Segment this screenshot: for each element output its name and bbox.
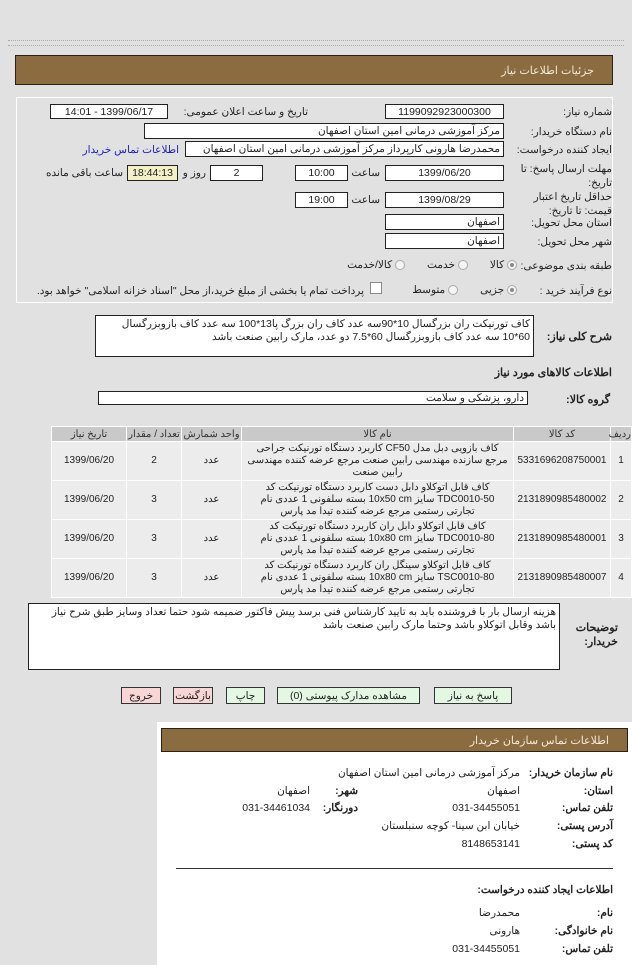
- unit: عدد: [182, 520, 242, 559]
- buyer-contact-link[interactable]: اطلاعات تماس خریدار: [82, 144, 179, 156]
- goods-code: 2131890985480001: [514, 520, 611, 559]
- category-label: طبقه بندی موضوعی:: [520, 260, 612, 272]
- process-radio-group: [412, 284, 517, 296]
- need-date: 1399/06/20: [52, 559, 127, 598]
- lower-section: [0, 426, 632, 965]
- goods-section-title: اطلاعات کالاهای مورد نیاز: [494, 367, 612, 379]
- radio-icon[interactable]: [458, 260, 468, 270]
- radio-icon[interactable]: [507, 260, 517, 270]
- validity-label: حداقل تاریخ اعتبار قیمت: تا تاریخ:: [533, 191, 612, 217]
- col-header: نام کالا: [242, 427, 514, 442]
- reply-button[interactable]: پاسخ به نیاز: [434, 687, 512, 704]
- need-date: 1399/06/20: [52, 442, 127, 481]
- family-value: هارونی: [489, 925, 520, 937]
- buyer-notes-textarea[interactable]: هزینه ارسال بار با فروشنده باید به تایید کارشناس فنی برسد پیش فاکتور ضمیمه شود حتما تعداد وسایز طبق شرح نیاز باشد وقابل اتوکلاو باشد وحتما مارک رابین صنعت باشد: [28, 603, 560, 670]
- page-title: جزئیات اطلاعات نیاز: [501, 64, 594, 77]
- category-radio-group: [347, 259, 517, 271]
- creator-field: محمدرضا هارونی کارپرداز مرکز آموزشی درمانی امین استان اصفهان: [185, 141, 504, 157]
- col-header: ردیف: [608, 428, 631, 440]
- category-option-goods[interactable]: [490, 259, 517, 271]
- option-label: کالا: [489, 259, 505, 271]
- org-value: مرکز آموزشی درمانی امین استان اصفهان: [337, 767, 520, 779]
- print-button[interactable]: چاپ: [226, 687, 265, 704]
- unit: عدد: [182, 442, 242, 481]
- divider: [8, 40, 624, 46]
- radio-icon[interactable]: [395, 260, 405, 270]
- address-value: خیابان ابن سینا- کوچه سنبلستان: [381, 820, 520, 832]
- goods-group-field: دارو، پزشکی و سلامت: [98, 391, 528, 405]
- name-value: محمدرضا: [478, 907, 520, 919]
- payment-note: پرداخت تمام یا بخشی از مبلغ خرید،از محل "اسناد خزانه اسلامی" خواهد بود.: [36, 285, 364, 297]
- goods-code: 2131890985480002: [514, 481, 611, 520]
- exit-button[interactable]: خروج: [121, 687, 161, 704]
- goods-code: 2131890985480007: [514, 559, 611, 598]
- process-option-minor[interactable]: [480, 284, 517, 296]
- option-label: متوسط: [412, 284, 446, 296]
- province-value: اصفهان: [487, 785, 520, 797]
- validity-time-field: 19:00: [295, 192, 348, 208]
- process-option-medium[interactable]: [412, 284, 458, 296]
- radio-icon[interactable]: [448, 285, 458, 295]
- city-value: اصفهان: [277, 785, 310, 797]
- process-label: نوع فرآیند خرید :: [539, 285, 612, 297]
- buyer-notes-label: توضیحات خریدار:: [575, 622, 618, 648]
- goods-name: کاف قابل اتوکلاو سینگل ران کاربرد دستگاه تورنیکت کد TSC0010-80 سایز 10x80 cm بسته سلفونی 1 عددی نام تجارتی رستمی مرجع عرضه کننده تیدا مد پارس: [242, 559, 514, 598]
- org-label: نام سازمان خریدار:: [528, 767, 613, 779]
- need-number-label: شماره نیاز:: [563, 106, 612, 118]
- option-label: کالا/خدمت: [347, 259, 393, 271]
- postal-value: 8148653141: [461, 838, 520, 850]
- deadline-time-label: ساعت: [351, 167, 380, 179]
- treasury-payment-checkbox[interactable]: [370, 282, 382, 294]
- contact-header: [161, 728, 628, 752]
- deadline-label: مهلت ارسال پاسخ: تا تاریخ:: [520, 163, 612, 189]
- col-header: واحد شمارش: [183, 428, 240, 440]
- view-attachments-button[interactable]: مشاهده مدارک پیوستی (0): [277, 687, 420, 704]
- goods-code: 5331696208750001: [514, 442, 611, 481]
- row-number: 2: [611, 481, 632, 520]
- quantity: 3: [127, 481, 182, 520]
- need-date: 1399/06/20: [52, 481, 127, 520]
- validity-time-label: ساعت: [351, 194, 380, 206]
- goods-name: کاف بازویی دبل مدل CF50 کاربرد دستگاه تورنیکت جراحی مرجع سازنده مهندسی رابین صنعت مرجع عرضه کننده مهندسی رابین صنعت: [242, 442, 514, 481]
- option-label: خدمت: [427, 259, 455, 271]
- quantity: 2: [127, 442, 182, 481]
- province-field: اصفهان: [385, 214, 504, 230]
- need-date: 1399/06/20: [52, 520, 127, 559]
- unit: عدد: [182, 559, 242, 598]
- notes-section: [0, 603, 632, 670]
- row-number: 1: [611, 442, 632, 481]
- row-number: 3: [611, 520, 632, 559]
- province-label: استان محل تحویل:: [531, 217, 612, 229]
- fax-label: دورنگار:: [322, 802, 358, 814]
- col-header: کد کالا: [514, 427, 611, 442]
- creator-label: ایجاد کننده درخواست:: [516, 144, 612, 156]
- days-field: 2: [210, 165, 263, 181]
- divider: [176, 868, 613, 869]
- radio-icon[interactable]: [507, 285, 517, 295]
- goods-group-label: گروه کالا:: [566, 394, 610, 406]
- col-header: تاریخ نیاز: [52, 427, 127, 442]
- contact-title: اطلاعات تماس سازمان خریدار: [469, 734, 609, 747]
- option-label: جزیی: [480, 284, 505, 296]
- need-number-field: 1199092923000300: [385, 104, 504, 119]
- table-header-row: [52, 427, 632, 442]
- city-label: شهر محل تحویل:: [537, 236, 612, 248]
- family-label: نام خانوادگی:: [554, 925, 613, 937]
- creator-phone-value: 031-34455051: [452, 943, 520, 955]
- table-row: [52, 481, 632, 520]
- contact-panel: [157, 722, 632, 965]
- deadline-date-field: 1399/06/20: [385, 165, 504, 181]
- description-textarea[interactable]: کاف تورنیکت ران بزرگسال 10*90سه عدد کاف ران بزرگ پا13*100 سه عدد کاف بازوبزرگسال 60*10 سه عدد کاف بازوبزرگسال 60*7.5 دو عدد، مارک رابین صنعت باشد: [95, 315, 534, 357]
- announce-field: 1399/06/17 - 14:01: [50, 104, 168, 119]
- deadline-time-field: 10:00: [295, 165, 348, 181]
- city-label: شهر:: [335, 785, 358, 797]
- quantity: 3: [127, 520, 182, 559]
- fax-value: 031-34461034: [242, 802, 310, 814]
- col-header: تعداد / مقدار: [128, 428, 180, 440]
- table-row: [52, 559, 632, 598]
- buyer-label: نام دستگاه خریدار:: [530, 126, 612, 138]
- table-row: [52, 520, 632, 559]
- category-option-service[interactable]: [427, 259, 468, 271]
- goods-name: کاف قابل اتوکلاو دابل دست کاربرد دستگاه تورنیکت کد TDC0010-50 سایز 10x50 cm بسته سلفونی 1 عددی نام تجارتی رستمی مرجع عرضه کننده تیدا مد پارس: [242, 481, 514, 520]
- announce-label: تاریخ و ساعت اعلان عمومی:: [183, 106, 308, 118]
- row-number: 4: [611, 559, 632, 598]
- action-buttons: [0, 687, 632, 704]
- goods-table: [51, 426, 632, 598]
- name-label: نام:: [596, 907, 613, 919]
- unit: عدد: [182, 481, 242, 520]
- remaining-time-field: 18:44:13: [127, 165, 178, 181]
- province-label: استان:: [583, 785, 613, 797]
- address-label: آدرس پستی:: [556, 820, 613, 832]
- days-label: روز و: [182, 167, 206, 179]
- back-button[interactable]: بازگشت: [173, 687, 213, 704]
- phone-label: تلفن تماس:: [561, 802, 613, 814]
- postal-label: کد پستی:: [571, 838, 613, 850]
- remaining-label: ساعت باقی مانده: [45, 167, 123, 179]
- quantity: 3: [127, 559, 182, 598]
- table-row: [52, 442, 632, 481]
- creator-info-title: اطلاعات ایجاد کننده درخواست:: [477, 884, 613, 896]
- goods-name: کاف قابل اتوکلاو دابل ران کاربرد دستگاه تورنیکت کد TDC0010-80 سایز 10x80 cm بسته سلفونی 1 عددی نام تجارتی رستمی مرجع عرضه کننده تیدا مد پارس: [242, 520, 514, 559]
- page-header: [15, 55, 613, 85]
- buyer-field: مرکز آموزشی درمانی امین استان اصفهان: [144, 123, 504, 139]
- category-option-both[interactable]: [347, 259, 405, 271]
- description-label: شرح کلی نیاز:: [546, 331, 612, 343]
- validity-date-field: 1399/08/29: [385, 192, 504, 208]
- phone-value: 031-34455051: [452, 802, 520, 814]
- creator-phone-label: تلفن تماس:: [561, 943, 613, 955]
- city-field: اصفهان: [385, 233, 504, 249]
